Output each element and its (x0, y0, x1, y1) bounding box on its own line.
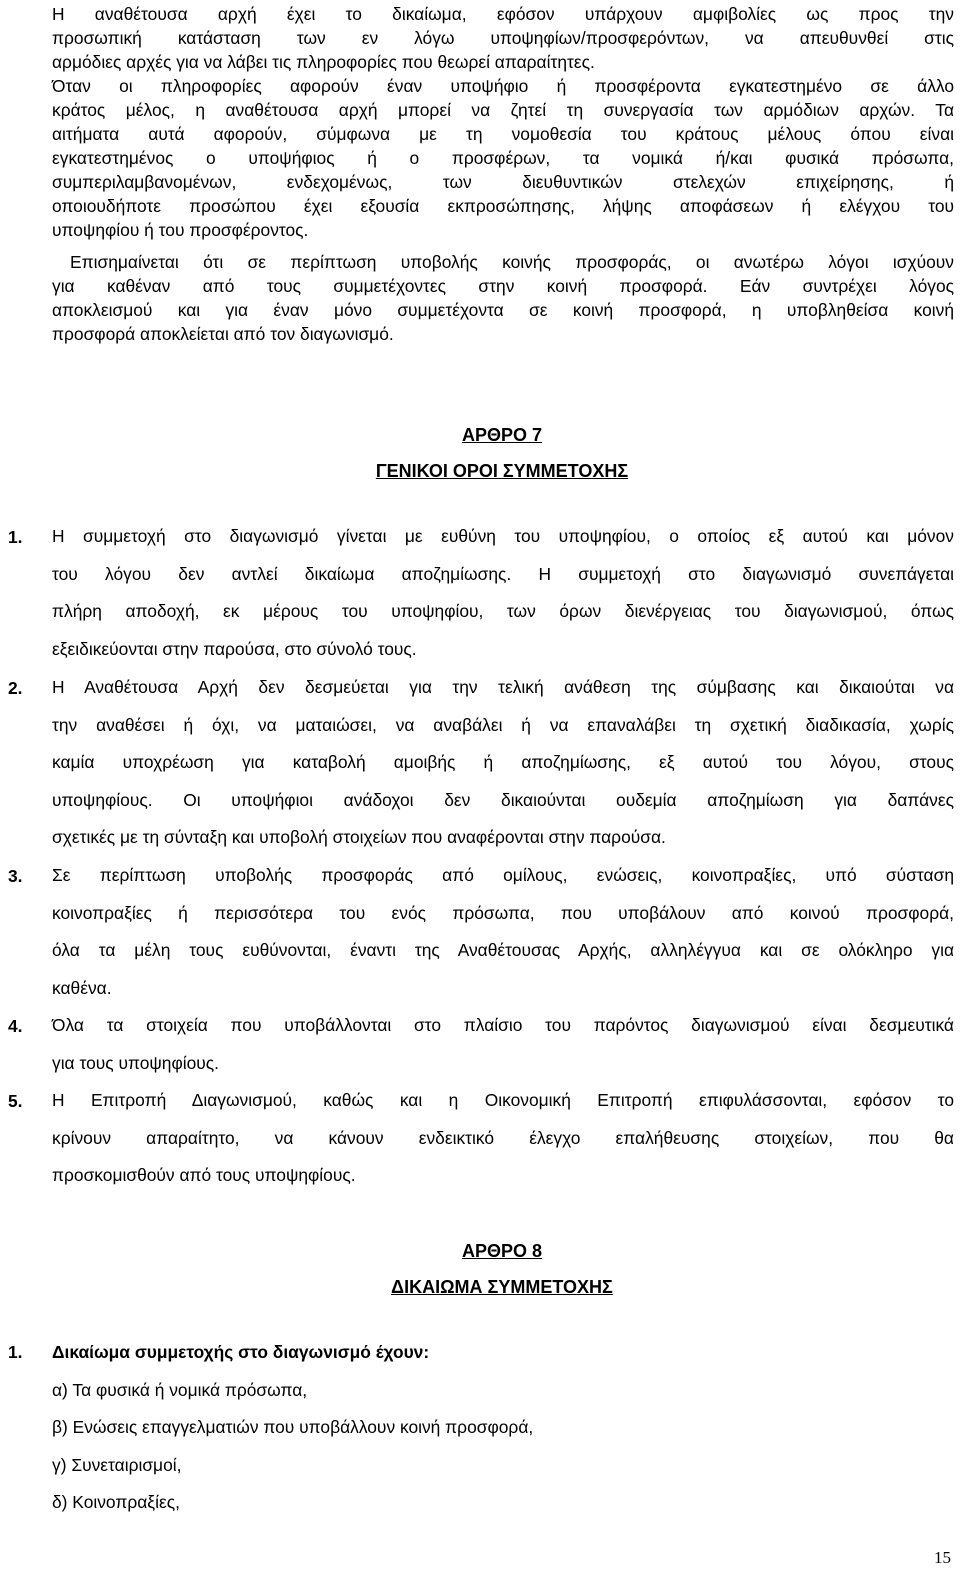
text-line: σχετικές με τη σύνταξη και υποβολή στοιχείων που αναφέρονται στην παρούσα. (52, 827, 666, 848)
text-line: συμπεριλαμβανομένων, ενδεχομένως, των διευθυντικών στελεχών επιχείρησης, ή (52, 172, 954, 192)
item-number: 4. (8, 1016, 23, 1036)
text-line: κοινοπραξίες ή περισσότερα του ενός πρόσωπα, που υποβάλουν από κοινού προσφορά, (52, 902, 954, 923)
text-line: όλα τα μέλη τους ευθύνονται, έναντι της Αναθέτουσας Αρχής, αλληλέγγυα και σε ολόκληρο για (52, 940, 954, 961)
sub-item-d: δ) Κοινοπραξίες, (52, 1492, 180, 1512)
sub-item-b: β) Ενώσεις επαγγελματιών που υποβάλλουν κοινή προσφορά, (52, 1417, 534, 1437)
text-line: Όταν οι πληροφορίες αφορούν έναν υποψήφιο ή προσφέροντα εγκατεστημένο σε άλλο (52, 76, 954, 96)
item-number: 1. (8, 1342, 23, 1362)
item-number: 5. (8, 1091, 23, 1111)
article-7-title: ΑΡΘΡΟ 7 (461, 425, 543, 445)
article-8-title: ΑΡΘΡΟ 8 (461, 1241, 543, 1261)
text-line: για τους υποψηφίους. (52, 1052, 220, 1073)
text-line: για καθέναν από τους συμμετέχοντες στην κοινή προσφορά. Εάν συντρέχει λόγος (52, 276, 954, 296)
text-line: Η Αναθέτουσα Αρχή δεν δεσμεύεται για την τελική ανάθεση της σύμβασης και δικαιούται να (52, 677, 954, 697)
text-line: υποψηφίου ή του προσφέροντος. (52, 220, 309, 240)
sub-item-c: γ) Συνεταιρισμοί, (52, 1455, 182, 1475)
item-heading: Δικαίωμα συμμετοχής στο διαγωνισμό έχουν: (52, 1342, 430, 1362)
text-line: Σε περίπτωση υποβολής προσφοράς από ομίλους, ενώσεις, κοινοπραξίες, υπό σύσταση (52, 865, 954, 885)
text-line: Η Επιτροπή Διαγωνισμού, καθώς και η Οικονομική Επιτροπή επιφυλάσσονται, εφόσον το (52, 1090, 954, 1110)
text-line: του λόγου δεν αντλεί δικαίωμα αποζημίωσης. Η συμμετοχή στο διαγωνισμό συνεπάγεται (52, 563, 954, 584)
item-number: 1. (8, 527, 23, 547)
text-line: εγκατεστημένος ο υποψήφιος ή ο προσφέρων, τα νομικά ή/και φυσικά πρόσωπα, (52, 148, 954, 168)
text-line: προσφορά αποκλείεται από τον διαγωνισμό. (52, 324, 394, 344)
item-number: 3. (8, 866, 23, 886)
item-number: 2. (8, 678, 23, 698)
text-line: καθένα. (52, 977, 112, 998)
intro-paragraph-2 (52, 74, 954, 242)
text-line: καμία υποχρέωση για καταβολή αμοιβής ή αποζημίωσης, εξ αυτού του λόγου, στους (52, 752, 954, 773)
text-line: οποιουδήποτε προσώπου έχει εξουσία εκπροσώπησης, λήψης αποφάσεων ή ελέγχου του (52, 196, 954, 216)
sub-item-a: α) Τα φυσικά ή νομικά πρόσωπα, (52, 1380, 308, 1400)
text-line: προσκομισθούν από τους υποψηφίους. (52, 1165, 356, 1186)
article-8-subtitle: ΔΙΚΑΙΩΜΑ ΣΥΜΜΕΤΟΧΗΣ (391, 1277, 613, 1297)
text-line: Η συμμετοχή στο διαγωνισμό γίνεται με ευθύνη του υποψηφίου, ο οποίος εξ αυτού και μόνον (52, 526, 954, 546)
text-line: Όλα τα στοιχεία που υποβάλλονται στο πλαίσιο του παρόντος διαγωνισμού είναι δεσμευτικά (52, 1015, 954, 1035)
text-line: αποκλεισμού και για έναν μόνο συμμετέχοντα σε κοινή προσφορά, η υποβληθείσα κοινή (52, 300, 954, 320)
text-line: υποψηφίους. Οι υποψήφιοι ανάδοχοι δεν δικαιούνται ουδεμία αποζημίωση για δαπάνες (52, 789, 954, 810)
intro-paragraph-1 (52, 2, 954, 74)
text-line: την αναθέσει ή όχι, να ματαιώσει, να αναβάλει ή να επαναλάβει τη σχετική διαδικασία, χωρίς (52, 714, 954, 735)
text-line: κράτος μέλος, η αναθέτουσα αρχή μπορεί να ζητεί τη συνεργασία των αρμόδιων αρχών. Τα (52, 100, 954, 120)
text-line: Η αναθέτουσα αρχή έχει το δικαίωμα, εφόσον υπάρχουν αμφιβολίες ως προς την (52, 4, 954, 24)
text-line: εξειδικεύονται στην παρούσα, στο σύνολό τους. (52, 638, 417, 659)
text-line: αρμόδιες αρχές για να λάβει τις πληροφορίες που θεωρεί απαραίτητες. (52, 52, 595, 72)
page-number: 15 (934, 1548, 951, 1567)
text-line: προσωπική κατάσταση των εν λόγω υποψηφίων/προσφερόντων, να απευθυνθεί στις (52, 28, 954, 48)
text-line: Επισημαίνεται ότι σε περίπτωση υποβολής κοινής προσφοράς, οι ανωτέρω λόγοι ισχύουν (70, 252, 954, 272)
text-line: κρίνουν απαραίτητο, να κάνουν ενδεικτικό έλεγχο επαλήθευσης στοιχείων, που θα (52, 1127, 954, 1148)
intro-paragraph-3 (52, 250, 954, 346)
article-7-subtitle: ΓΕΝΙΚΟΙ ΟΡΟΙ ΣΥΜΜΕΤΟΧΗΣ (375, 461, 629, 481)
text-line: αιτήματα αυτά αφορούν, σύμφωνα με τη νομοθεσία του κράτους μέλους όπου είναι (52, 124, 954, 144)
text-line: πλήρη αποδοχή, εκ μέρους του υποψηφίου, των όρων διενέργειας του διαγωνισμού, όπως (52, 601, 954, 622)
